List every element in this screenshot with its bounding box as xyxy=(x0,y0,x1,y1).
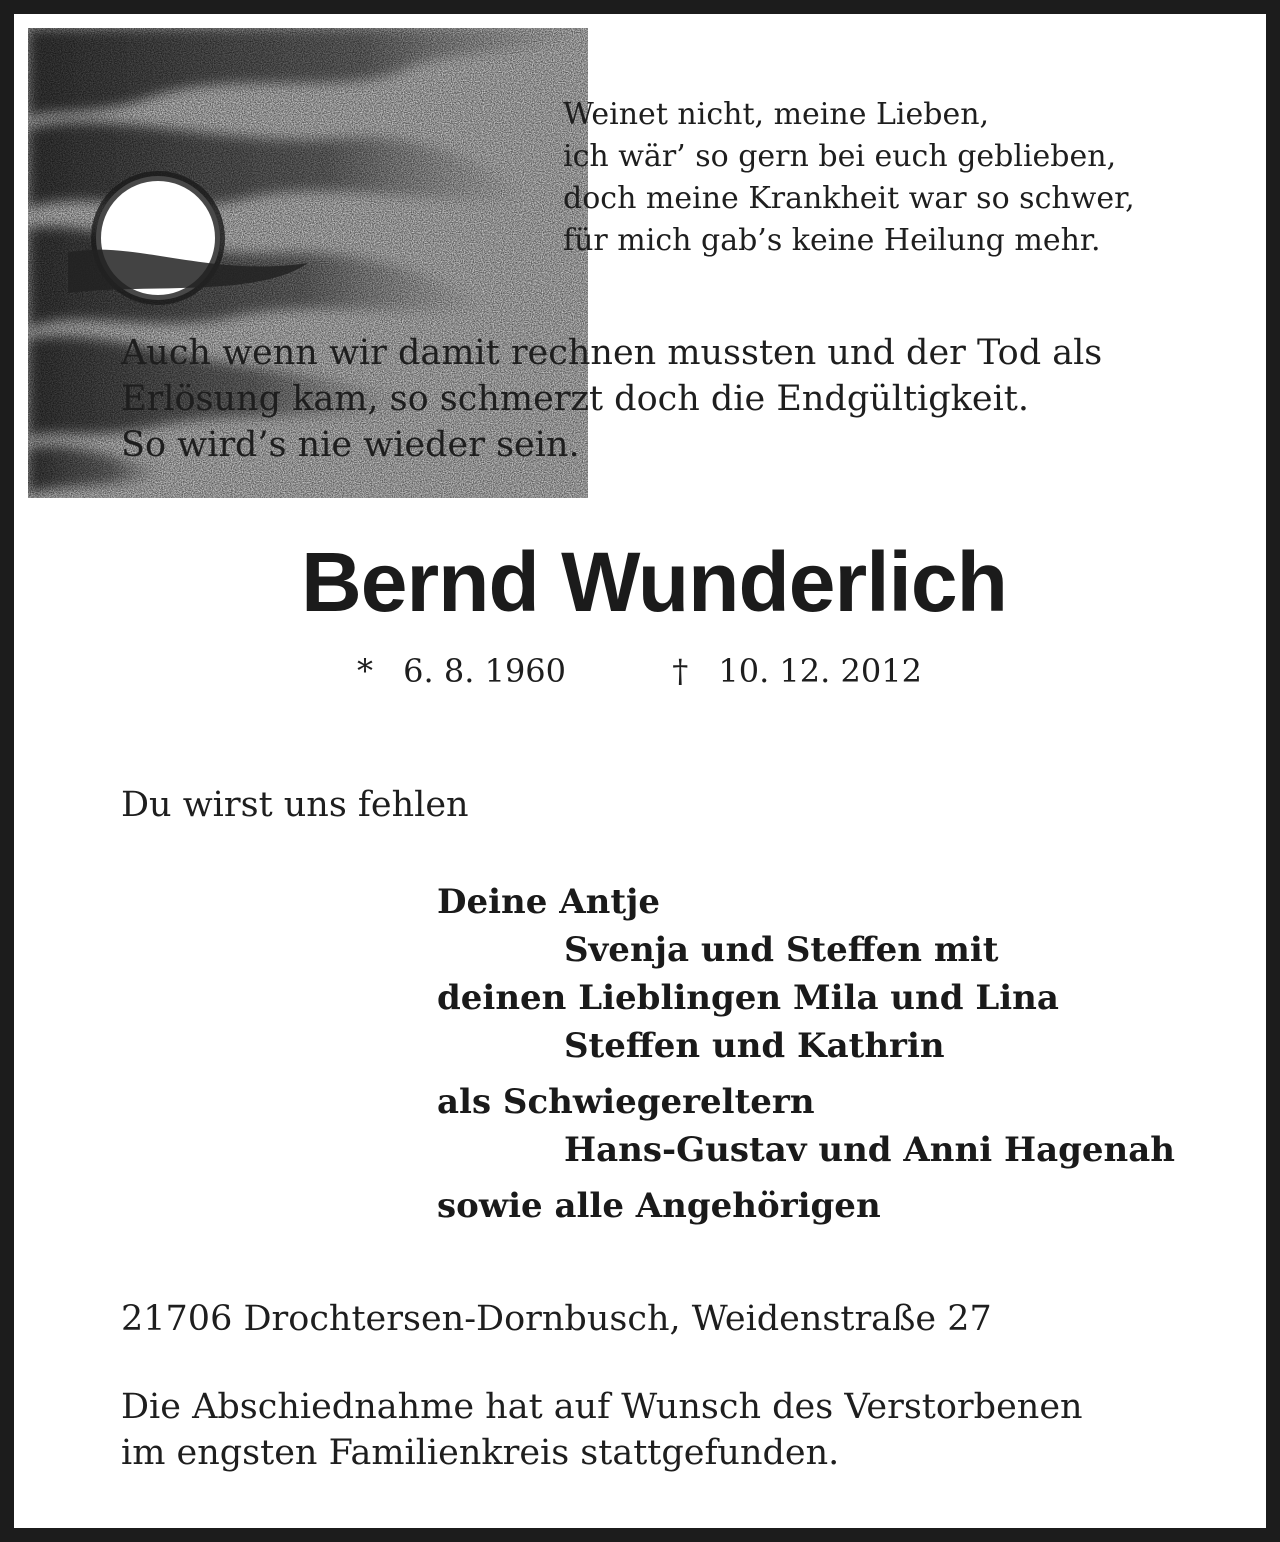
poem-line: doch meine Krankheit war so schwer, xyxy=(563,181,1135,216)
deceased-name: Bernd Wunderlich xyxy=(301,535,1007,629)
address: 21706 Drochtersen-Dornbusch, Weidenstraße 27 xyxy=(121,1299,992,1339)
mourner-line: Hans-Gustav und Anni Hagenah xyxy=(564,1130,1176,1170)
farewell-note xyxy=(121,1384,1241,1476)
farewell-line: Du wirst uns fehlen xyxy=(121,785,469,825)
mourner-line: Deine Antje xyxy=(437,882,660,922)
note-line: im engsten Familienkreis stattgefunden. xyxy=(121,1433,840,1473)
birth-symbol: * xyxy=(357,652,373,690)
intro-line: Erlösung kam, so schmerzt doch die Endgültigkeit. xyxy=(121,379,1029,419)
intro-line: So wird’s nie wieder sein. xyxy=(121,425,580,465)
mourner-line: Steffen und Kathrin xyxy=(564,1026,945,1066)
mourner-line: Svenja und Steffen mit xyxy=(564,930,999,970)
poem-line: ich wär’ so gern bei euch geblieben, xyxy=(563,139,1117,174)
mourners-list xyxy=(437,878,1257,1230)
mourner-line: als Schwiegereltern xyxy=(437,1082,815,1122)
poem-line: Weinet nicht, meine Lieben, xyxy=(563,97,990,132)
intro-line: Auch wenn wir damit rechnen mussten und der Tod als xyxy=(121,333,1103,373)
mourner-line: deinen Lieblingen Mila und Lina xyxy=(437,978,1059,1018)
mourner-line: sowie alle Angehörigen xyxy=(437,1186,881,1226)
birth-date: 6. 8. 1960 xyxy=(403,652,567,690)
life-dates xyxy=(357,649,922,693)
death-symbol: † xyxy=(672,652,689,690)
poem-line: für mich gab’s keine Heilung mehr. xyxy=(563,223,1101,258)
poem xyxy=(563,94,1263,262)
note-line: Die Abschiednahme hat auf Wunsch des Verstorbenen xyxy=(121,1387,1083,1427)
intro-text xyxy=(121,330,1241,468)
death-date: 10. 12. 2012 xyxy=(718,652,922,690)
